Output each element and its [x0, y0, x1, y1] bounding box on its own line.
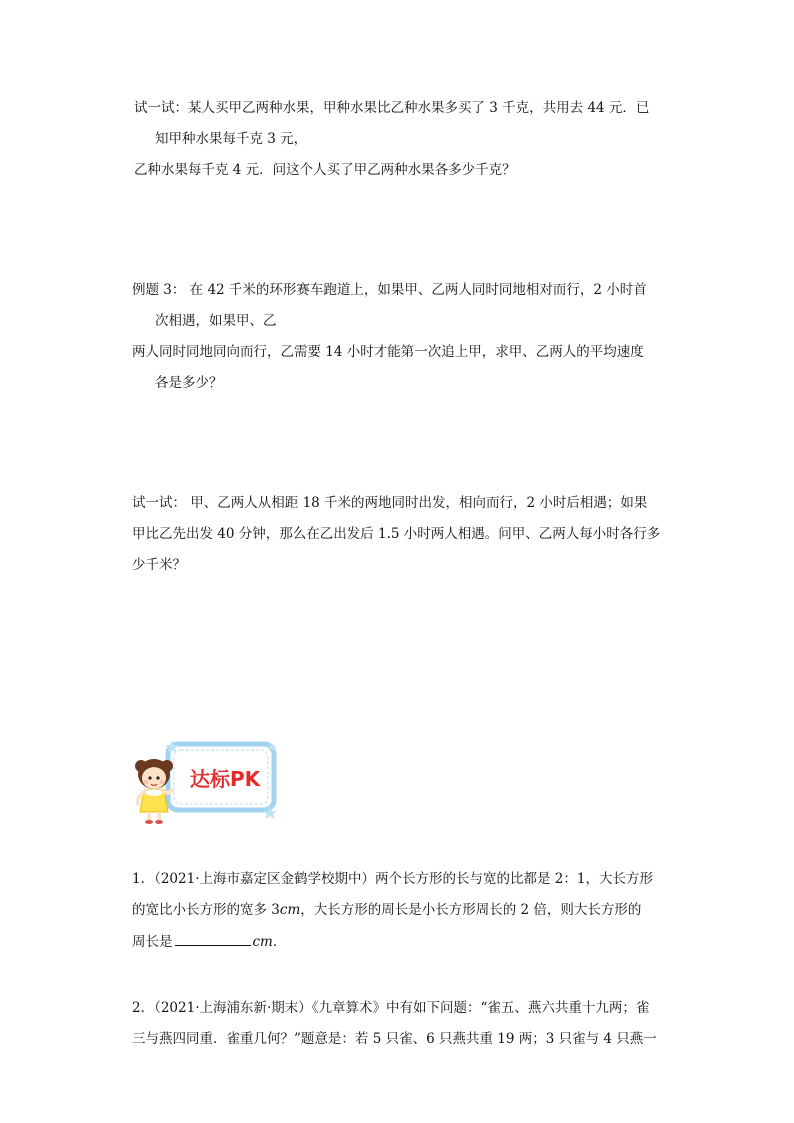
problem1-line3: [132, 931, 286, 952]
badge-text: 达标PK: [190, 767, 261, 791]
girl-character-icon: [135, 759, 173, 824]
problem1-line3-text-b: ．: [272, 934, 287, 950]
example3-line1: 例题 3： 在 42 千米的环形赛车跑道上，如果甲、乙两人同时同地相对而行，2 小时首: [132, 282, 647, 298]
practice1-line3: 乙种水果每千克 4 元．问这个人买了甲乙两种水果各多少千克？: [134, 162, 516, 178]
practice1-line1: 试一试：某人买甲乙两种水果，甲种水果比乙种水果多买了 3 千克，共用去 44 元．已: [134, 100, 650, 116]
practice1-line2: 知甲种水果每千克 3 元，: [155, 131, 308, 147]
problem2-line1: 2．（2021·上海浦东新·期末）《九章算术》中有如下问题：“雀五、燕六共重十九两；雀: [132, 1000, 650, 1016]
problem2-line2: 三与燕四同重．雀重几何？”题意是：若 5 只雀、6 只燕共重 19 两；3 只雀与 4 只燕一: [132, 1031, 657, 1047]
practice2-line1: 试一试： 甲、乙两人从相距 18 千米的两地同时出发，相向而行，2 小时后相遇；如果: [132, 495, 648, 511]
practice2-line2: 甲比乙先出发 40 分钟，那么在乙出发后 1.5 小时两人相遇。问甲、乙两人每小时各行多: [132, 526, 661, 542]
example3-line2: 次相遇，如果甲、乙: [155, 313, 277, 329]
problem1-line3-text-a: 周长是: [132, 934, 173, 950]
standard-pk-badge: [132, 736, 284, 828]
problem1-line2-text-a: 的宽比小长方形的宽多 3: [132, 902, 280, 918]
badge-illustration: [132, 736, 284, 828]
problem1-line2-text-b: ，大长方形的周长是小长方形周长的 2 倍，则大长方形的: [300, 902, 642, 918]
practice2-line3: 少千米？: [132, 557, 186, 573]
problem1-line2: [132, 900, 641, 920]
unit-cm: cm: [279, 902, 301, 918]
example3-line4: 各是多少？: [155, 375, 223, 391]
example3-line3: 两人同时同地同向而行，乙需要 14 小时才能第一次追上甲，求甲、乙两人的平均速度: [132, 344, 644, 360]
unit-cm: cm: [252, 934, 273, 950]
answer-blank[interactable]: [175, 931, 251, 946]
problem1-line1: 1．（2021·上海市嘉定区金鹤学校期中）两个长方形的长与宽的比都是 2：1，大长方形: [132, 871, 653, 887]
